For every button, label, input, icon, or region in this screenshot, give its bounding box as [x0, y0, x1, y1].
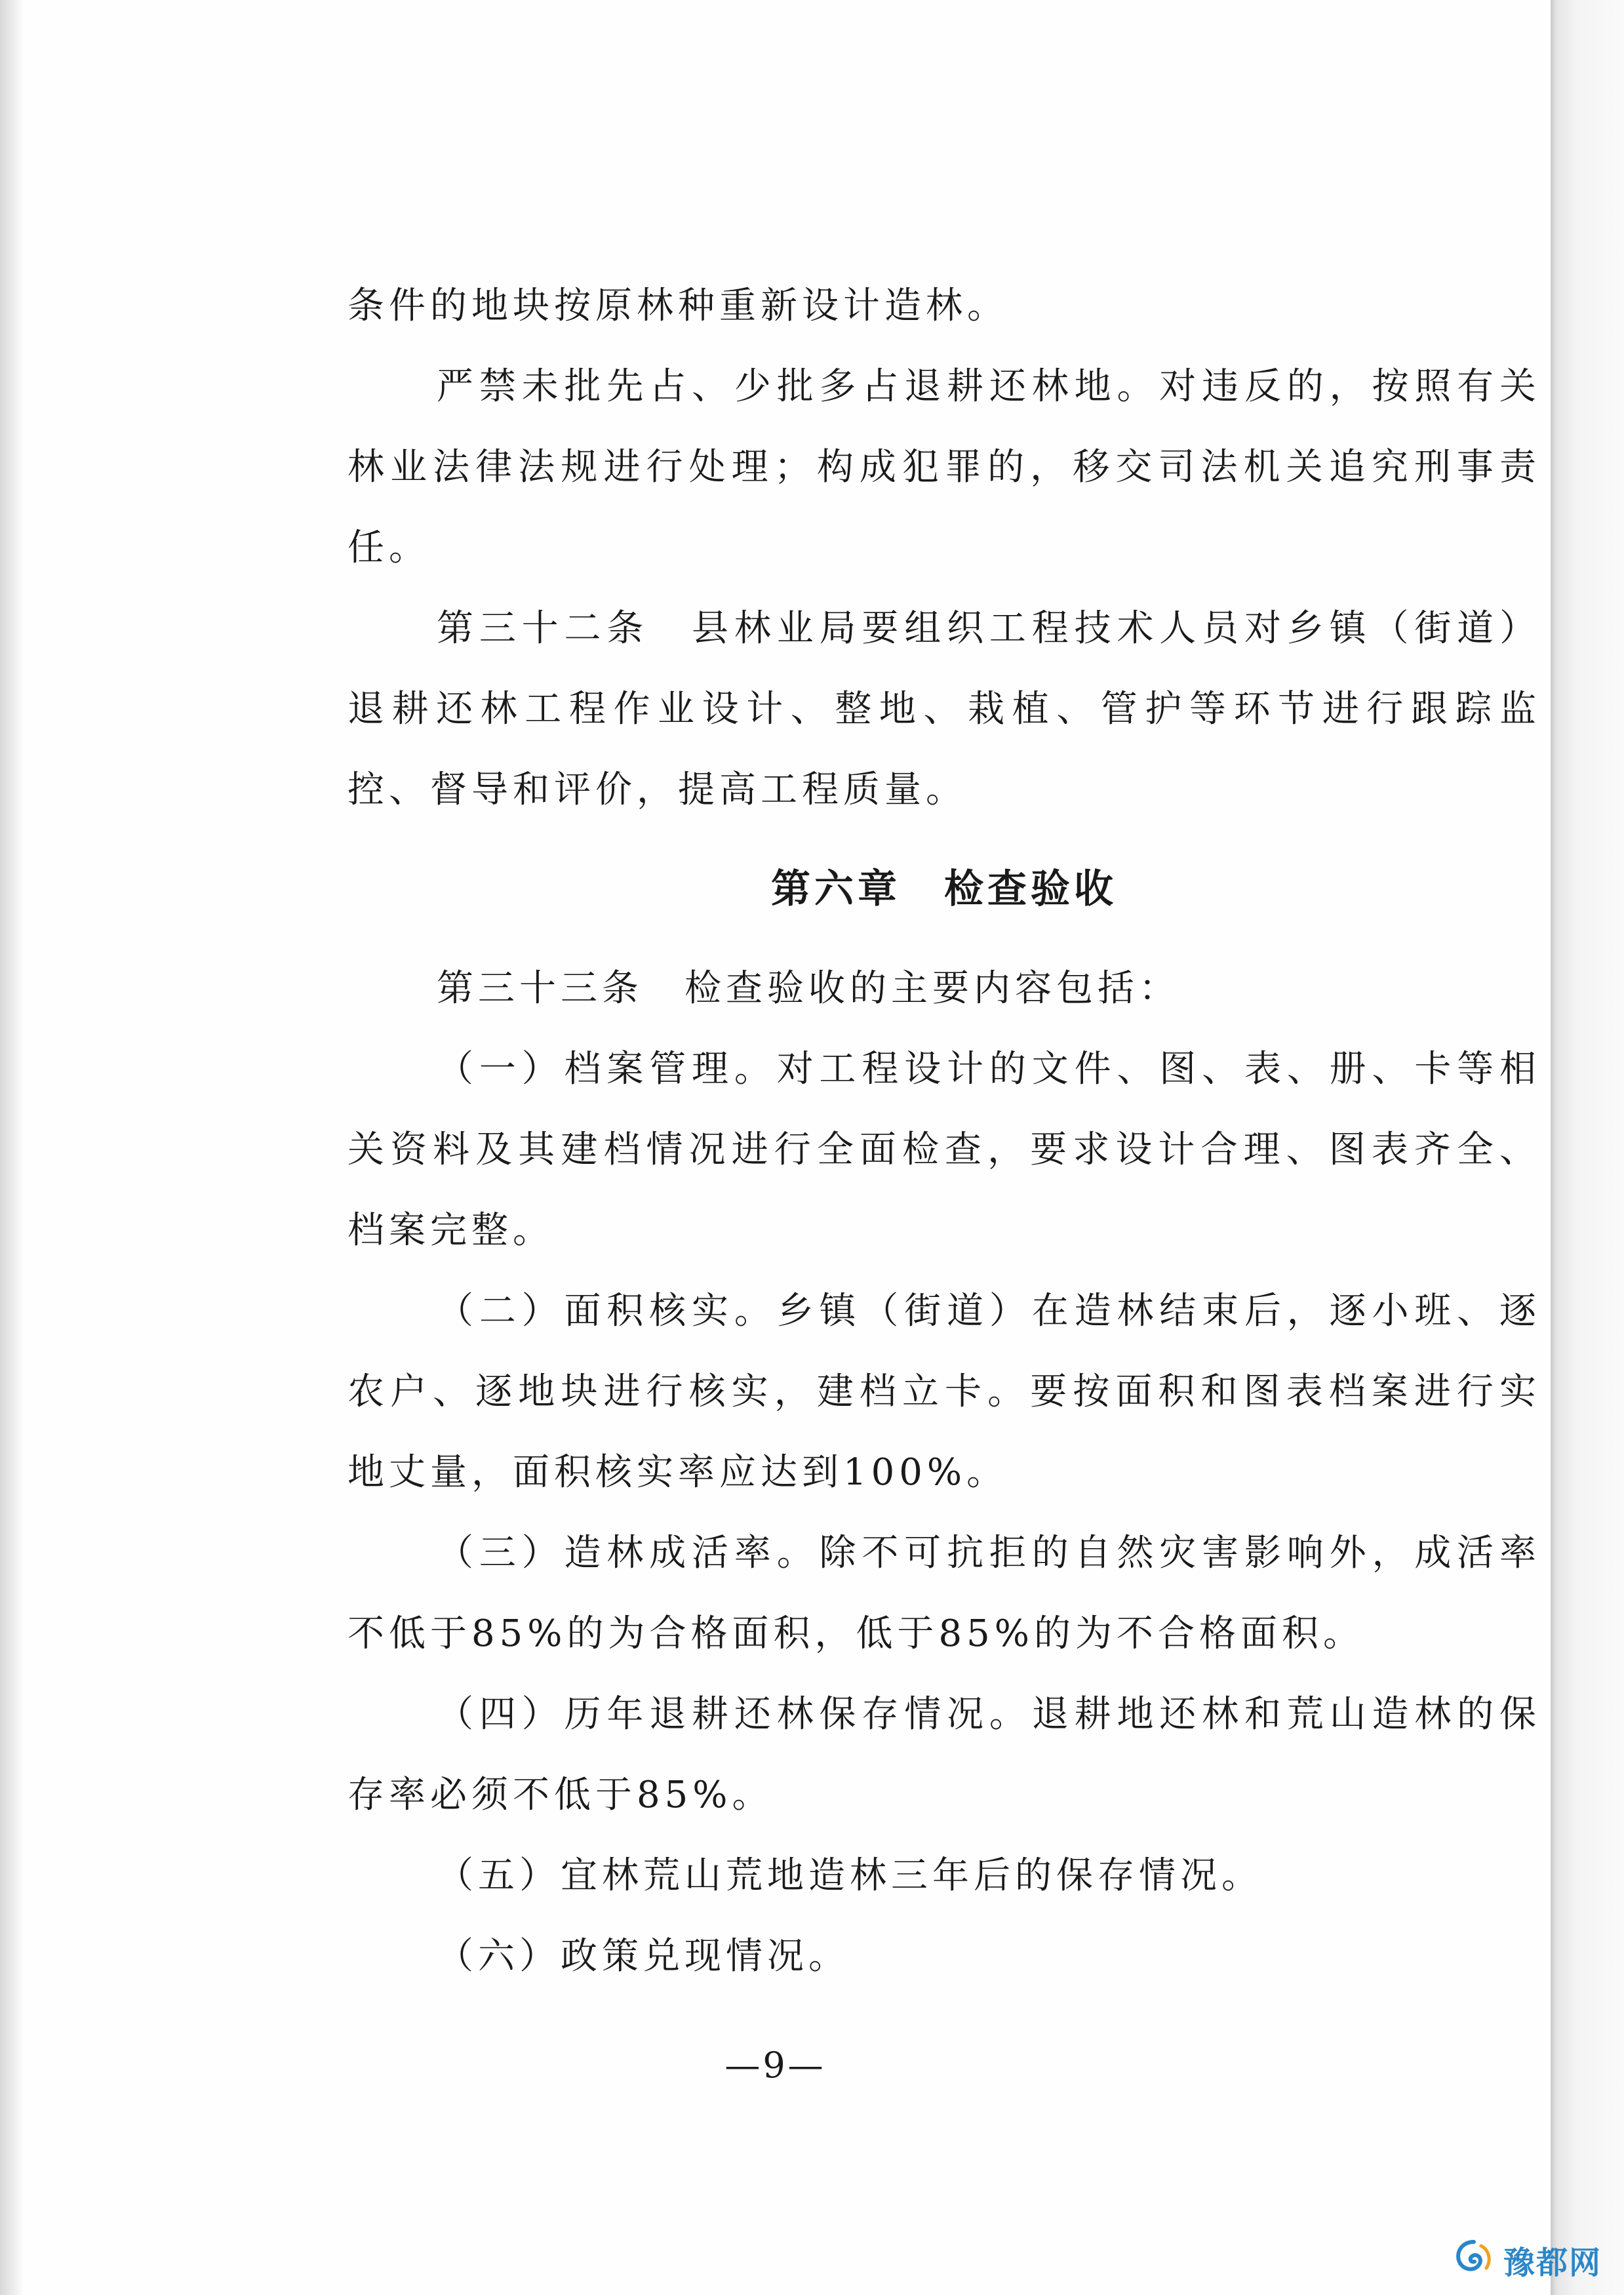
page-edge-shadow	[1551, 0, 1624, 2295]
paragraph: （二）面积核实。乡镇（街道）在造林结束后，逐小班、逐农户、逐地块进行核实，建档立卡。要按面积和图表档案进行实地丈量，面积核实率应达到100%。	[347, 1290, 1541, 1494]
watermark	[1451, 2233, 1615, 2286]
paragraph: （六）政策兑现情况。	[437, 1935, 850, 1978]
swirl-logo-icon	[1451, 2237, 1497, 2283]
paragraph: （四）历年退耕还林保存情况。退耕地还林和荒山造林的保存率必须不低于85%。	[347, 1693, 1541, 1816]
paragraph: 第三十三条 检查验收的主要内容包括：	[437, 967, 1180, 1010]
body-text	[347, 266, 1541, 1997]
watermark-text: 豫都网	[1503, 2244, 1602, 2281]
paragraph: （一）档案管理。对工程设计的文件、图、表、册、卡等相关资料及其建档情况进行全面检查，要求设计合理、图表齐全、档案完整。	[347, 1048, 1541, 1252]
paragraph: 严禁未批先占、少批多占退耕还林地。对违反的，按照有关林业法律法规进行处理；构成犯罪的，移交司法机关追究刑事责任。	[347, 365, 1541, 569]
binding-shadow	[0, 0, 24, 2295]
paragraph: 条件的地块按原林种重新设计造林。	[347, 285, 1008, 327]
paragraph-group-top	[347, 266, 1541, 830]
paragraph: 第三十二条 县林业局要组织工程技术人员对乡镇（街道）退耕还林工程作业设计、整地、栽植、管护等环节进行跟踪监控、督导和评价，提高工程质量。	[347, 607, 1541, 811]
page-number: —9—	[724, 2045, 826, 2086]
chapter-title: 第六章 检查验收	[771, 866, 1117, 912]
paragraph: （三）造林成活率。除不可抗拒的自然灾害影响外，成活率不低于85%的为合格面积，低于85%的为不合格面积。	[347, 1532, 1541, 1655]
paragraph-group-bottom	[347, 948, 1541, 1997]
paragraph: （五）宜林荒山荒地造林三年后的保存情况。	[437, 1854, 1263, 1897]
